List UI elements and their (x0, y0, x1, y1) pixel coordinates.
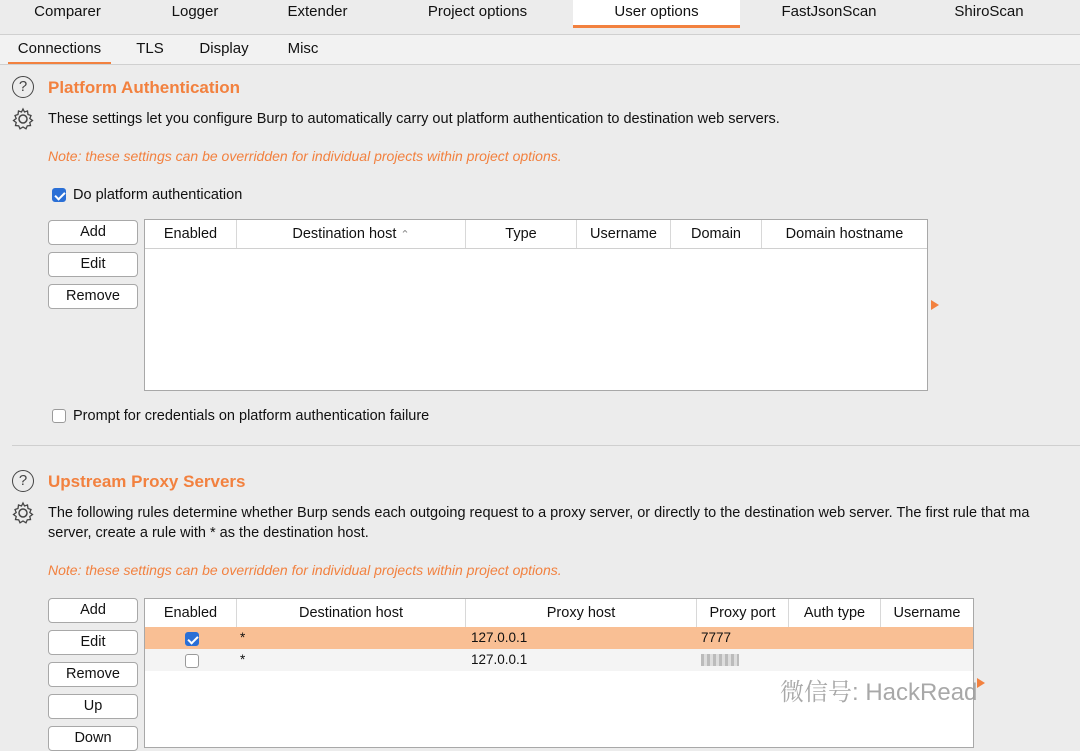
col-auth-type[interactable]: Auth type (789, 599, 881, 627)
tab-user-options[interactable]: User options (573, 0, 740, 28)
section-title-upstream-proxy: Upstream Proxy Servers (48, 472, 246, 491)
tab-shiroscan[interactable]: ShiroScan (954, 3, 1024, 20)
do-platform-auth-label: Do platform authentication (73, 187, 243, 203)
col-destination-host[interactable]: Destination host (237, 599, 466, 627)
upstream-up-button[interactable]: Up (48, 694, 138, 719)
connections-panel (0, 65, 1080, 746)
gear-icon[interactable] (11, 107, 35, 131)
row-proxy-port: 7777 (701, 630, 732, 645)
table-header (145, 599, 973, 628)
row-destination-host: * (240, 630, 246, 645)
row-proxy-port-redacted (701, 649, 739, 671)
platform-edit-button[interactable]: Edit (48, 252, 138, 277)
tab-logger[interactable]: Logger (171, 3, 219, 20)
col-destination-host[interactable] (237, 220, 466, 248)
tab-extender[interactable]: Extender (287, 3, 348, 20)
section-divider (12, 445, 1080, 446)
help-icon[interactable]: ? (12, 470, 34, 492)
sub-tab-bar (0, 35, 1080, 65)
platform-add-button[interactable]: Add (48, 220, 138, 245)
col-enabled[interactable]: Enabled (145, 220, 237, 248)
row-enabled-checkbox[interactable] (185, 653, 199, 675)
col-type[interactable]: Type (466, 220, 577, 248)
platform-auth-table[interactable] (144, 219, 928, 391)
watermark: 微信号: HackRead (780, 679, 978, 706)
section-title-platform-auth: Platform Authentication (48, 78, 241, 97)
col-domain[interactable]: Domain (671, 220, 762, 248)
checkbox-checked[interactable] (52, 188, 66, 202)
col-username[interactable]: Username (577, 220, 671, 248)
tab-tls[interactable]: TLS (136, 40, 164, 57)
top-tab-bar (0, 0, 1080, 35)
prompt-credentials-checkbox[interactable] (52, 408, 429, 424)
table-row[interactable] (145, 649, 973, 671)
upstream-description-line2: server, create a rule with * as the destination host. (48, 525, 369, 541)
upstream-down-button[interactable]: Down (48, 726, 138, 751)
tab-project-options[interactable]: Project options (427, 3, 528, 20)
expand-arrow-icon[interactable] (931, 300, 939, 310)
tab-connections[interactable]: Connections (8, 35, 111, 64)
upstream-note: Note: these settings can be overridden for individual projects within project options. (48, 562, 562, 578)
upstream-remove-button[interactable]: Remove (48, 662, 138, 687)
col-proxy-port[interactable]: Proxy port (697, 599, 789, 627)
col-username[interactable]: Username (893, 605, 961, 621)
col-destination-host-label: Destination host (292, 226, 397, 242)
expand-arrow-icon[interactable] (977, 678, 985, 688)
platform-remove-button[interactable]: Remove (48, 284, 138, 309)
row-destination-host: * (240, 652, 246, 667)
upstream-description-line1: The following rules determine whether Burp sends each outgoing request to a proxy server, or directly to the destination web server. The first rule that ma (48, 505, 1030, 521)
tab-misc[interactable]: Misc (287, 40, 319, 57)
col-proxy-host[interactable]: Proxy host (466, 599, 697, 627)
help-icon[interactable]: ? (12, 76, 34, 98)
upstream-edit-button[interactable]: Edit (48, 630, 138, 655)
checkbox-unchecked[interactable] (52, 409, 66, 423)
row-proxy-host: 127.0.0.1 (471, 630, 528, 645)
tab-fastjsonscan[interactable]: FastJsonScan (781, 3, 877, 20)
col-domain-hostname[interactable]: Domain hostname (785, 226, 904, 242)
prompt-credentials-label: Prompt for credentials on platform authentication failure (73, 408, 430, 424)
upstream-add-button[interactable]: Add (48, 598, 138, 623)
do-platform-auth-checkbox[interactable] (52, 187, 242, 203)
tab-comparer[interactable]: Comparer (34, 3, 101, 20)
platform-auth-note: Note: these settings can be overridden for individual projects within project options. (48, 148, 562, 164)
table-row[interactable] (145, 627, 973, 649)
table-header (145, 220, 927, 249)
col-enabled[interactable]: Enabled (145, 599, 237, 627)
sort-ascending-icon: ⌃ (400, 229, 410, 241)
platform-auth-description: These settings let you configure Burp to automatically carry out platform authentication to destination web servers. (48, 111, 780, 127)
tab-display[interactable]: Display (199, 40, 249, 57)
row-proxy-host: 127.0.0.1 (471, 652, 528, 667)
gear-icon[interactable] (11, 501, 35, 525)
